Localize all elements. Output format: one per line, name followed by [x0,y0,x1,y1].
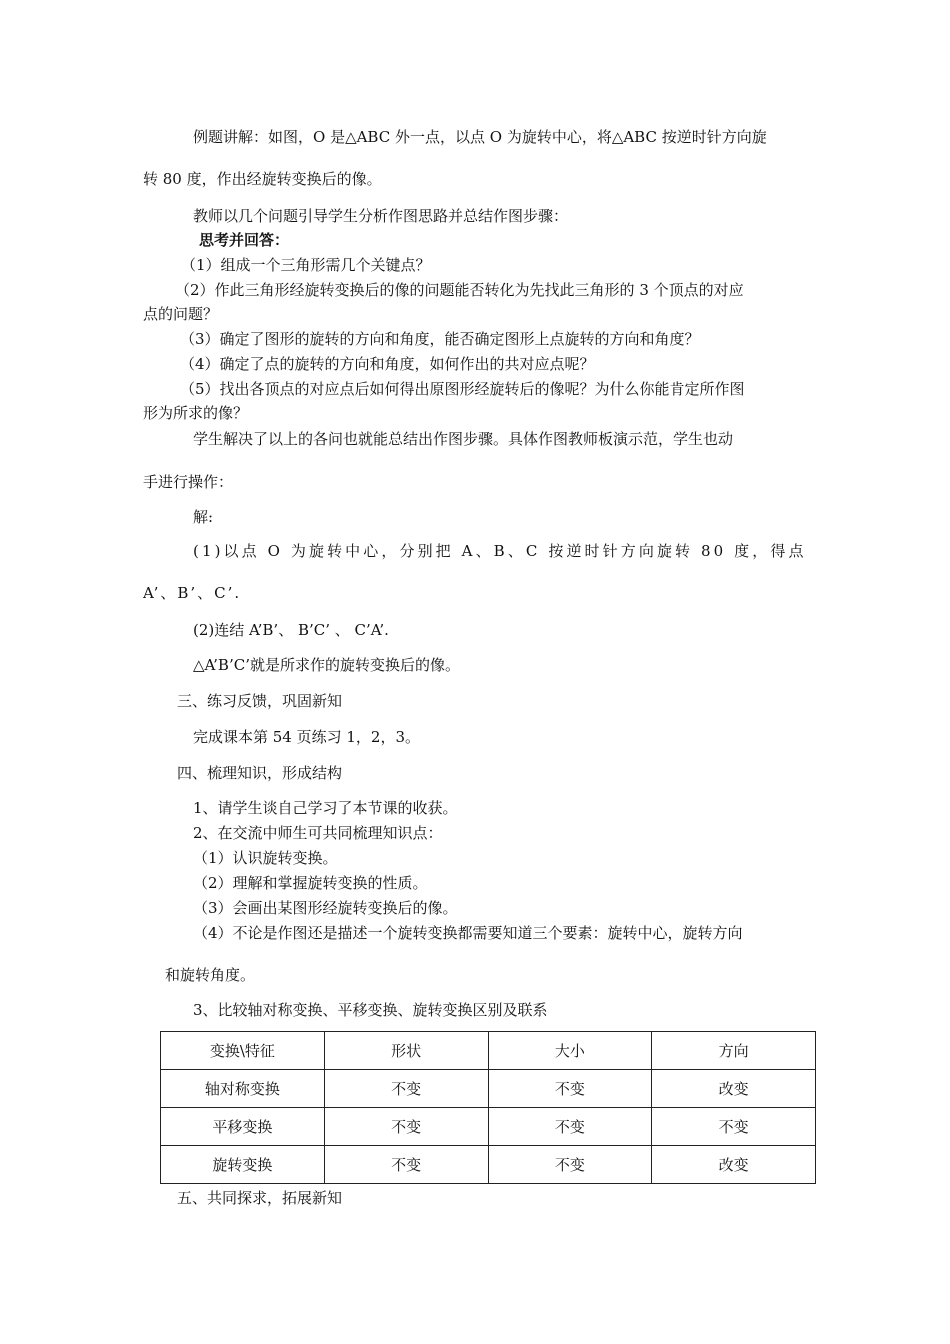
table-cell: 不变 [488,1108,652,1146]
summary-sub-4-line-2: 和旋转角度。 [165,966,256,984]
summary-sub-3: （3）会画出某图形经旋转变换后的像。 [193,899,458,917]
section-4-title: 四、梳理知识，形成结构 [177,764,343,782]
question-4: （4）确定了点的旋转的方向和角度，如何作出的共对应点呢？ [180,355,595,373]
table-cell: 不变 [488,1070,652,1108]
section-5-title: 五、共同探求，拓展新知 [177,1189,343,1207]
table-header-cell: 大小 [488,1032,652,1070]
students-line-2: 手进行操作： [143,473,234,491]
table-cell: 不变 [324,1108,488,1146]
step-1-line-2: A’、B’、C’. [143,584,242,602]
example-line-2: 转 80 度，作出经旋转变换后的像。 [143,170,382,188]
table-cell: 不变 [324,1070,488,1108]
table-row [161,1108,816,1146]
table-header-cell: 变换\特征 [161,1032,325,1070]
table-cell: 不变 [324,1146,488,1184]
table-cell: 改变 [652,1070,816,1108]
table-cell: 平移变换 [161,1108,325,1146]
students-line-1: 学生解决了以上的各问也就能总结出作图步骤。具体作图教师板演示范，学生也动 [193,430,734,448]
table-cell: 改变 [652,1146,816,1184]
table-header-cell: 方向 [652,1032,816,1070]
summary-item-1: 1、请学生谈自己学习了本节课的收获。 [193,799,458,817]
comparison-table [160,1031,816,1184]
question-3: （3）确定了图形的旋转的方向和角度，能否确定图形上点旋转的方向和角度？ [180,330,700,348]
summary-item-2: 2、在交流中师生可共同梳理知识点： [193,824,443,842]
table-row [161,1146,816,1184]
question-2-line-1: （2）作此三角形经旋转变换后的像的问题能否转化为先找此三角形的 3 个顶点的对应 [175,281,744,299]
question-5-line-1: （5）找出各顶点的对应点后如何得出原图形经旋转后的像呢？为什么你能肯定所作图 [180,380,745,398]
step-1-line-1: (1)以点 O 为旋转中心，分别把 A、B、C 按逆时针方向旋转 80 度，得点 [193,542,807,560]
solution-label: 解: [193,508,214,526]
question-1: （1）组成一个三角形需几个关键点？ [181,256,431,274]
think-heading: 思考并回答： [199,231,290,249]
table-row [161,1070,816,1108]
summary-sub-1: （1）认识旋转变换。 [193,849,338,867]
table-cell: 不变 [652,1108,816,1146]
question-2-line-2: 点的问题？ [143,305,219,323]
summary-sub-4-line-1: （4）不论是作图还是描述一个旋转变换都需要知道三个要素：旋转中心，旋转方向 [193,924,743,942]
table-header-cell: 形状 [324,1032,488,1070]
conclusion: △A’B’C’就是所求作的旋转变换后的像。 [193,656,460,674]
summary-sub-2: （2）理解和掌握旋转变换的性质。 [193,874,428,892]
teacher-guide: 教师以几个问题引导学生分析作图思路并总结作图步骤： [193,207,569,225]
step-2: (2)连结 A’B’、 B’C’ 、 C’A’. [193,621,389,639]
section-3-title: 三、练习反馈，巩固新知 [177,692,343,710]
section-3-text: 完成课本第 54 页练习 1，2，3。 [193,728,421,746]
table-cell: 轴对称变换 [161,1070,325,1108]
summary-item-3: 3、比较轴对称变换、平移变换、旋转变换区别及联系 [193,1001,548,1019]
table-header-row [161,1032,816,1070]
example-line-1: 例题讲解：如图，O 是△ABC 外一点，以点 O 为旋转中心，将△ABC 按逆时针方向旋 [193,128,767,146]
table-cell: 旋转变换 [161,1146,325,1184]
table-cell: 不变 [488,1146,652,1184]
question-5-line-2: 形为所求的像？ [143,404,249,422]
